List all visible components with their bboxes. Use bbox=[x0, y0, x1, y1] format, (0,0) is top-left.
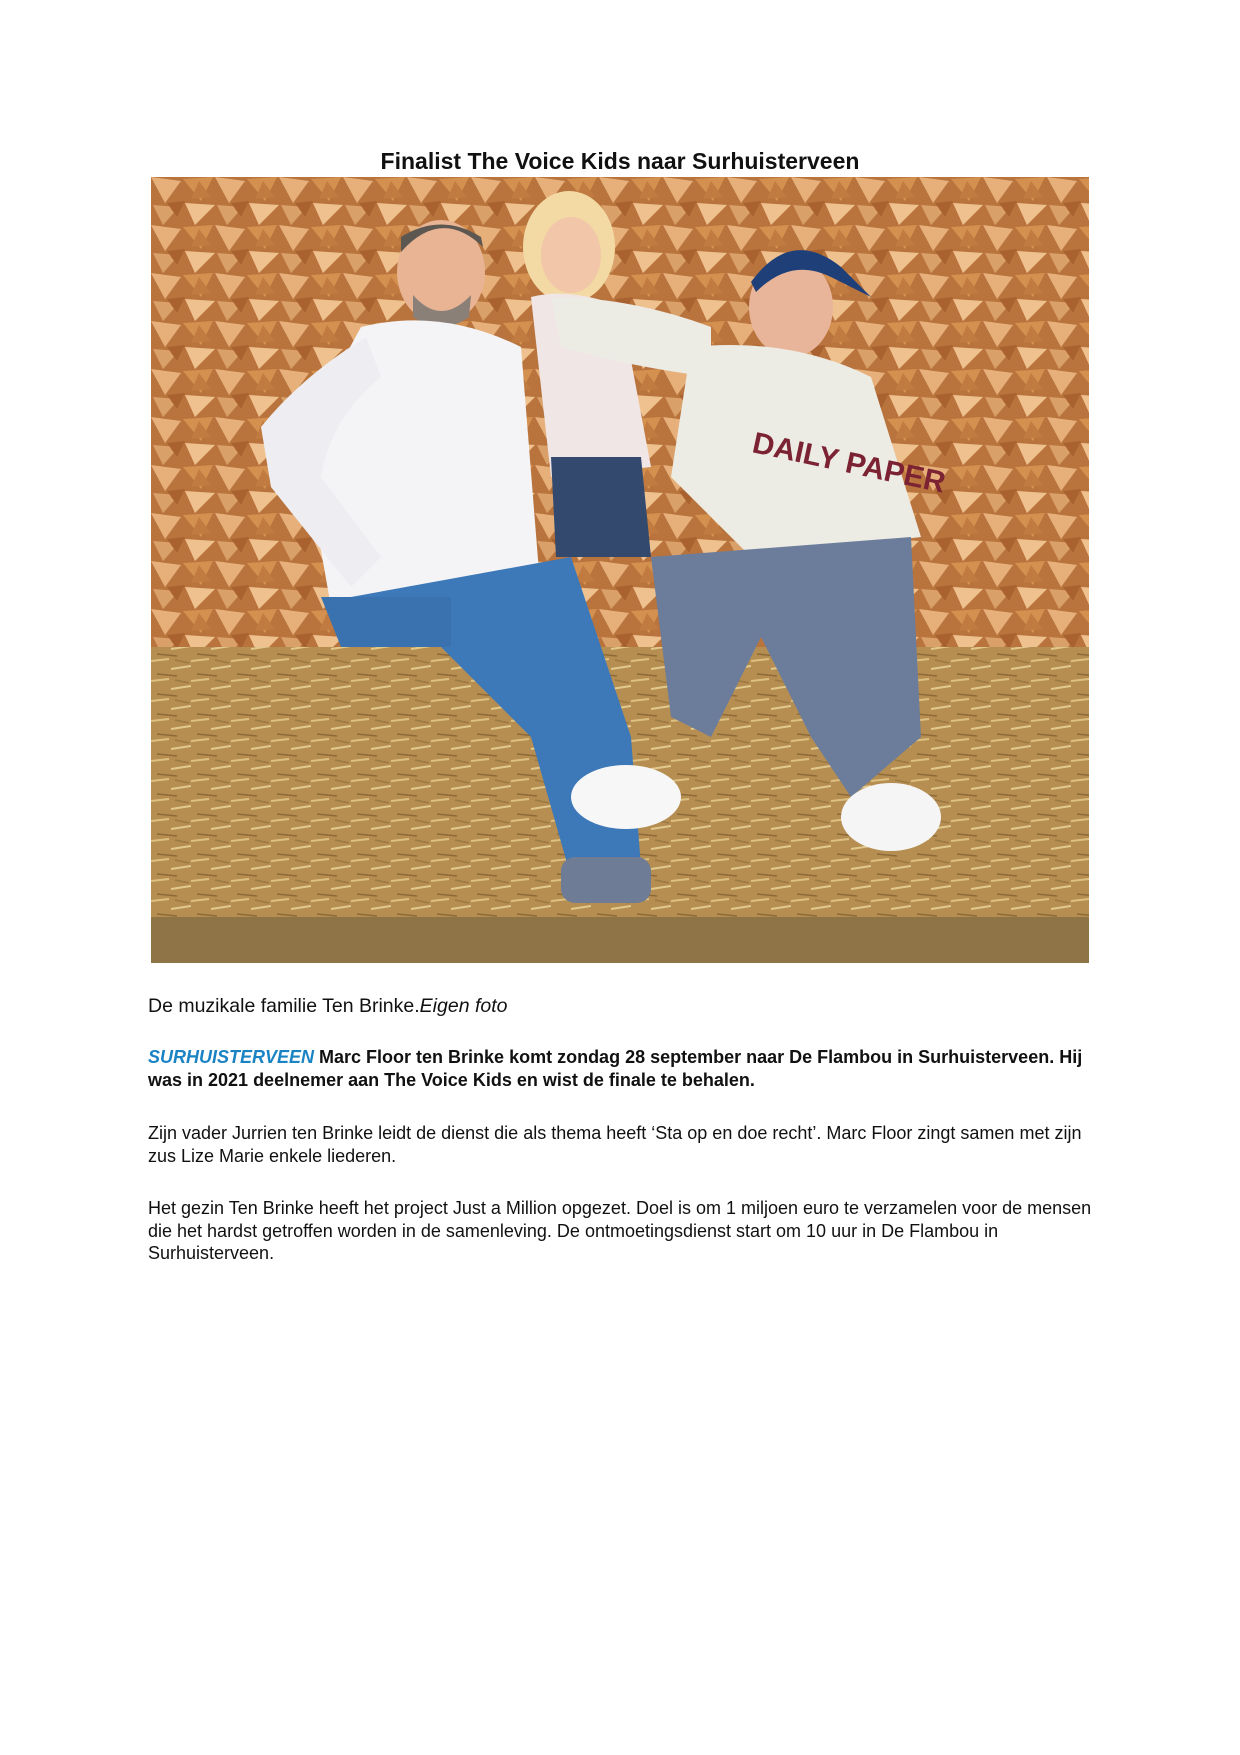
shirt-print: DAILY PAPER bbox=[749, 426, 949, 500]
article-lead bbox=[148, 1046, 1108, 1091]
family-photo-illustration bbox=[151, 177, 1089, 963]
caption-credit: Eigen foto bbox=[419, 995, 508, 1017]
article-photo bbox=[151, 177, 1089, 963]
body-paragraph: Het gezin Ten Brinke heeft het project Just a Million opgezet. Doel is om 1 miljoen euro te verzamelen voor de mensen die het hardst getroffen worden in de samenleving. De ontmoetingsdienst start om 10 uur in De Flambou in Surhuisterveen. bbox=[148, 1198, 1092, 1263]
body-paragraph: Zijn vader Jurrien ten Brinke leidt de dienst die als thema heeft ‘Sta op en doe recht’. Marc Floor zingt samen met zijn zus Lize Marie enkele liederen. bbox=[148, 1123, 1082, 1166]
caption-text: De muzikale familie Ten Brinke. bbox=[148, 995, 420, 1017]
article-title: Finalist The Voice Kids naar Surhuisterveen bbox=[380, 148, 860, 174]
photo-caption bbox=[148, 993, 508, 1019]
lead-text: Marc Floor ten Brinke komt zondag 28 september naar De Flambou in Surhuisterveen. Hij was in 2021 deelnemer aan The Voice Kids en wist de finale te behalen. bbox=[148, 1047, 1083, 1090]
dateline: SURHUISTERVEEN bbox=[148, 1047, 315, 1067]
